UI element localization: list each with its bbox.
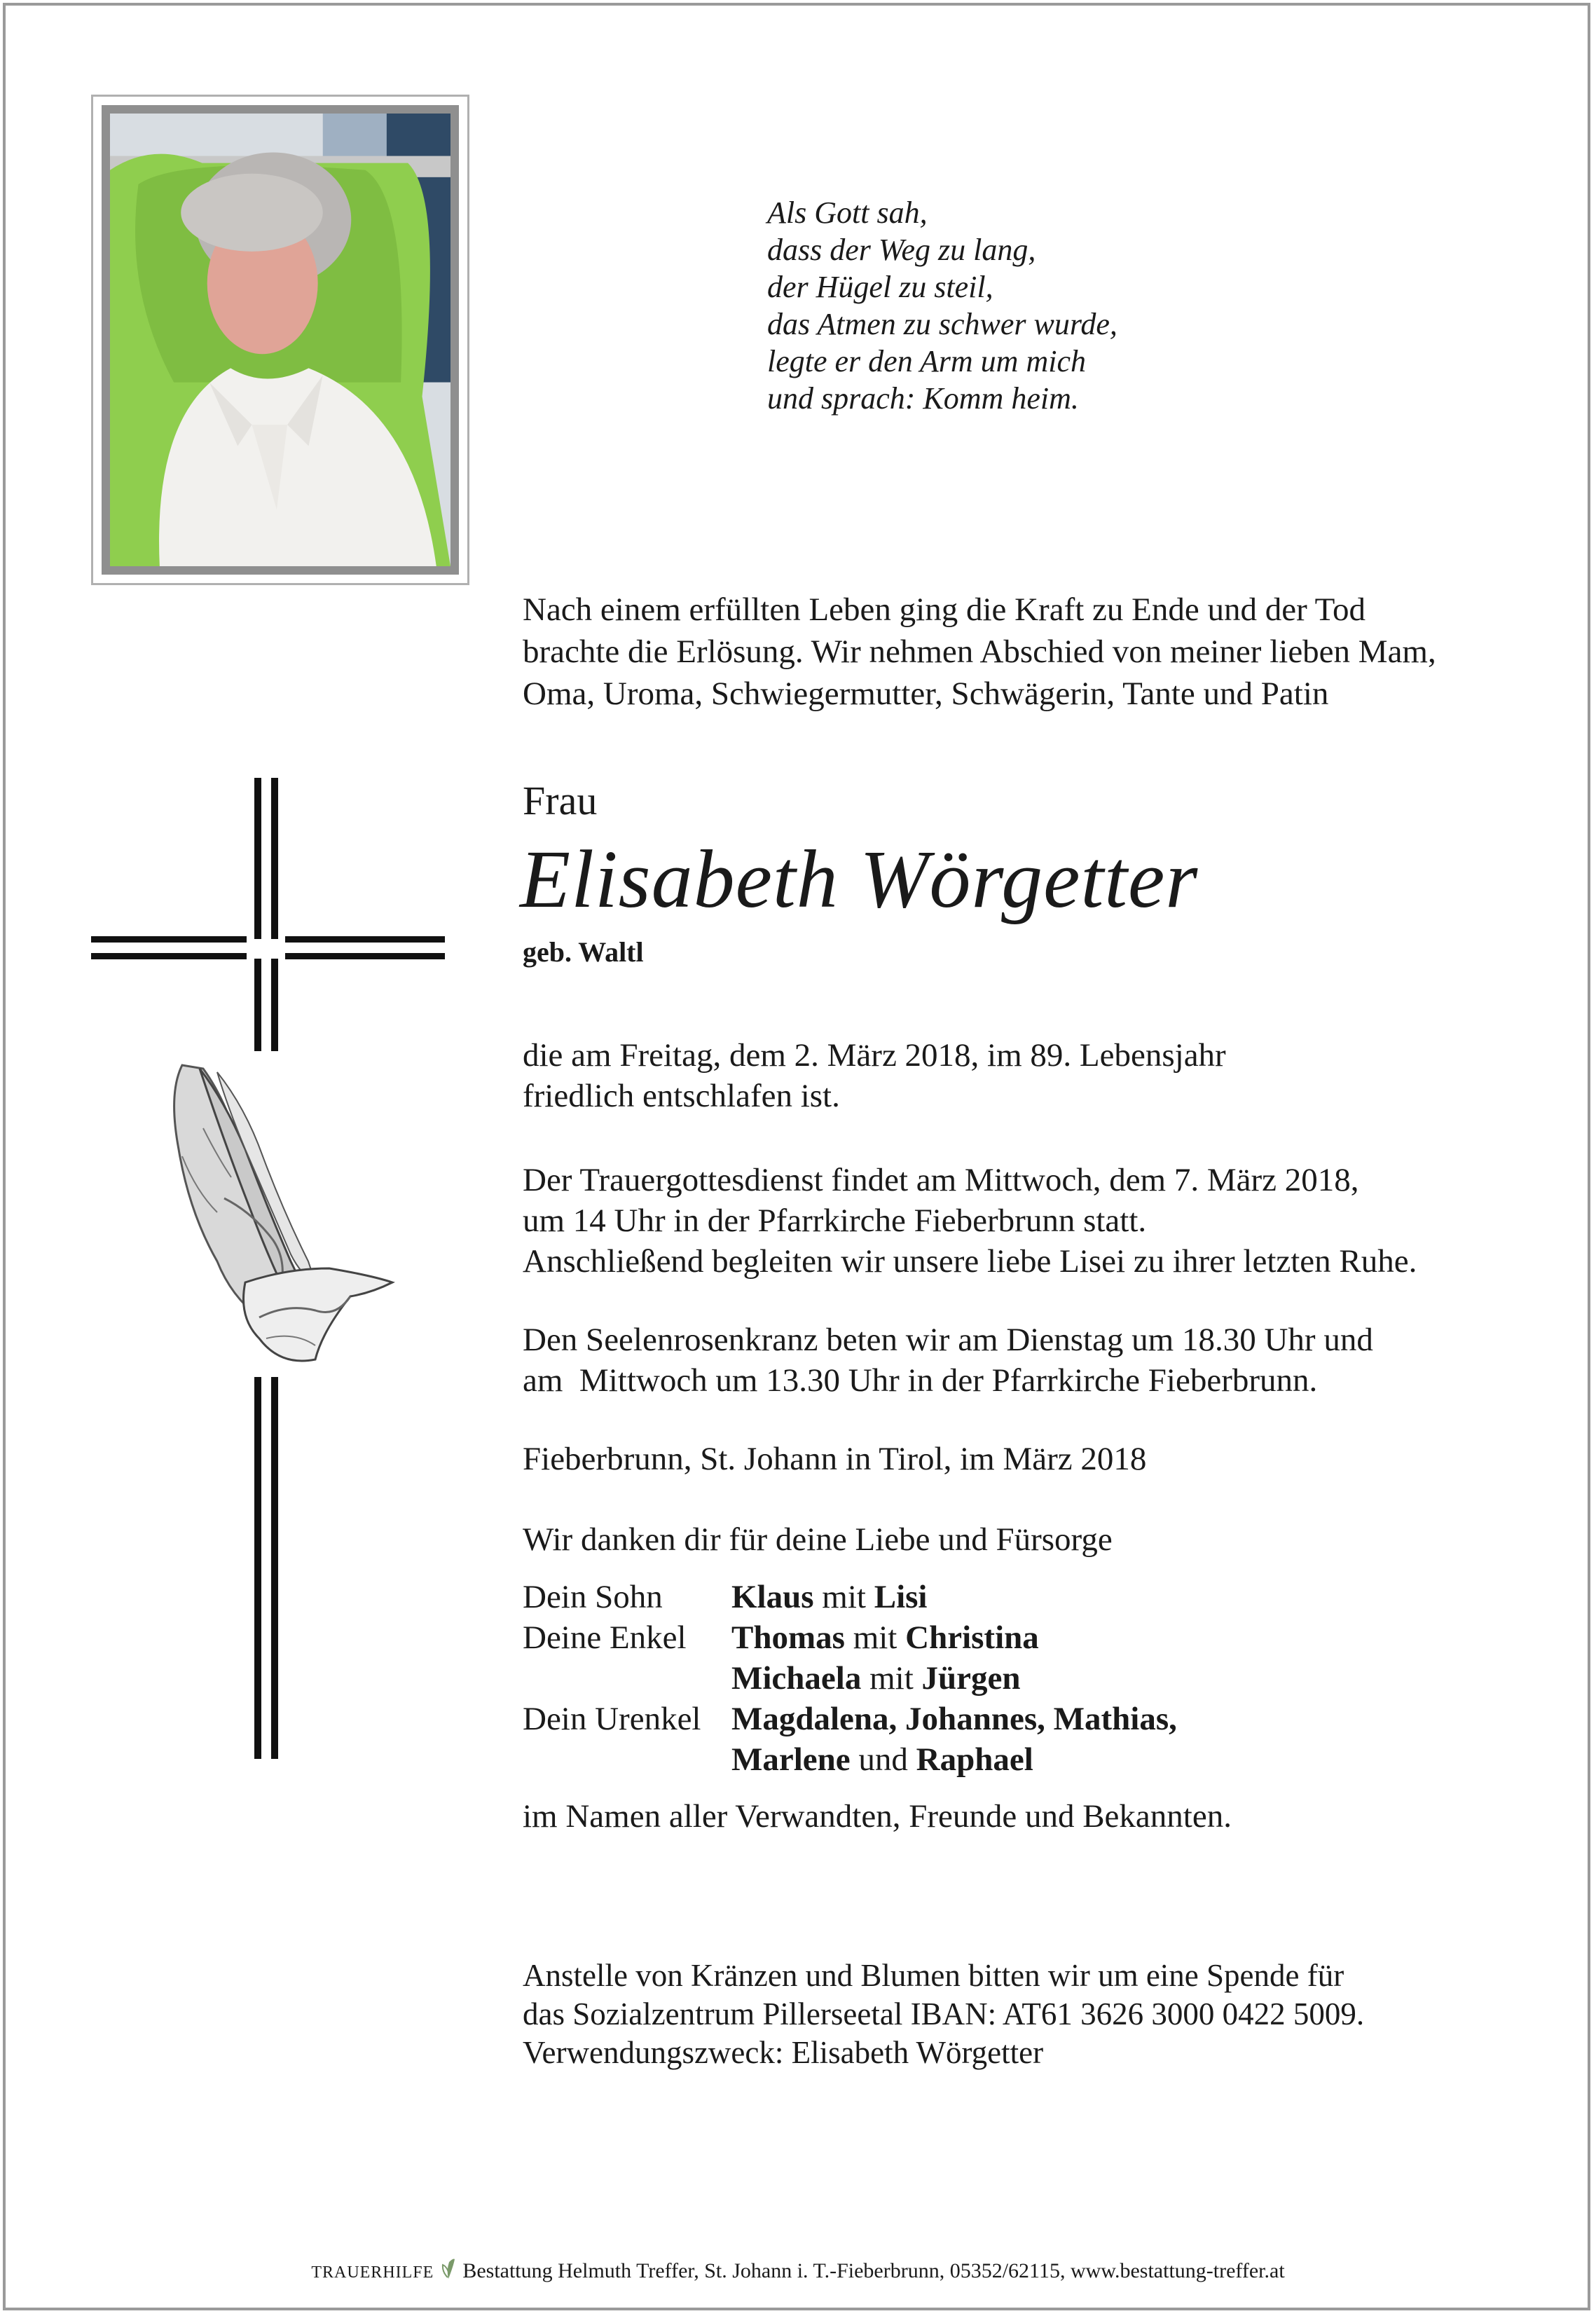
poem-line: dass der Weg zu lang, [767,233,1036,267]
poem-line: der Hügel zu steil, [767,270,993,304]
intro-line: Oma, Uroma, Schwiegermutter, Schwägerin, Tante und Patin [523,676,1329,712]
family-names [731,1577,928,1617]
rosary-line: Den Seelenrosenkranz beten wir am Dienstag um 18.30 Uhr und [523,1322,1373,1358]
family-relation: Dein Urenkel [523,1701,701,1737]
deceased-name: Elisabeth Wörgetter [520,833,1199,925]
family-member-name: Christina [905,1619,1039,1656]
family-relation: Dein Sohn [523,1579,663,1615]
donation-line: das Sozialzentrum Pillerseetal IBAN: AT61 3626 3000 0422 5009. [523,1996,1365,2031]
family-connector: und [850,1741,916,1778]
footer [0,2256,1596,2287]
footer-brand: TRAUERHILFE [311,2263,434,2282]
poem-line: Als Gott sah, [767,196,928,230]
intro-line: brachte die Erlösung. Wir nehmen Abschied von meiner lieben Mam, [523,633,1436,670]
family-names [731,1739,1033,1780]
place-date: Fieberbrunn, St. Johann in Tirol, im März 2018 [523,1441,1147,1477]
family-connector: mit [861,1660,922,1697]
salutation: Frau [523,778,598,823]
family-names [731,1617,1039,1658]
intro-line: Nach einem erfüllten Leben ging die Kraft zu Ende und der Tod [523,591,1366,628]
family-member-name: Thomas [731,1619,845,1656]
donation-line: Anstelle von Kränzen und Blumen bitten wir um eine Spende für [523,1958,1344,1993]
service-notice [523,1160,1417,1282]
rosary-notice [523,1320,1373,1401]
death-line: friedlich entschlafen ist. [523,1078,840,1114]
intro-text [523,589,1560,715]
family-names [731,1699,1177,1739]
closing-line: im Namen aller Verwandten, Freunde und Bekannten. [523,1798,1232,1835]
portrait-photo-frame [91,95,469,585]
family-relation: Deine Enkel [523,1619,687,1656]
praying-hands-icon [140,1051,399,1373]
footer-text: Bestattung Helmuth Treffer, St. Johann i. T.-Fieberbrunn, 05352/62115, www.bestattung-treffer.at [462,2259,1285,2282]
leaf-icon [439,2256,458,2280]
poem-line: legte er den Arm um mich [767,344,1086,378]
family-connector: mit [844,1619,906,1656]
family-member-name: Klaus [731,1579,814,1615]
poem-line: und sprach: Komm heim. [767,381,1079,416]
birth-name: geb. Waltl [523,936,644,968]
thanks-line: Wir danken dir für deine Liebe und Fürsorge [523,1521,1113,1558]
family-member-name: Jürgen [921,1660,1021,1697]
family-member-name: Magdalena, Johannes, Mathias, [731,1701,1177,1737]
poem-line: das Atmen zu schwer wurde, [767,307,1117,341]
family-member-name: Raphael [916,1741,1033,1778]
family-names [731,1658,1021,1699]
death-notice [523,1035,1226,1116]
service-line: Der Trauergottesdienst findet am Mittwoch, dem 7. März 2018, [523,1162,1359,1198]
service-line: Anschließend begleiten wir unsere liebe Lisei zu ihrer letzten Ruhe. [523,1243,1417,1280]
donation-line: Verwendungszweck: Elisabeth Wörgetter [523,2035,1044,2070]
family-member-name: Lisi [874,1579,928,1615]
family-member-name: Marlene [731,1741,851,1778]
service-line: um 14 Uhr in der Pfarrkirche Fieberbrunn statt. [523,1202,1147,1239]
poem [767,194,1117,417]
family-member-name: Michaela [731,1660,862,1697]
donation-note [523,1957,1364,2072]
rosary-line: am Mittwoch um 13.30 Uhr in der Pfarrkirche Fieberbrunn. [523,1362,1318,1399]
family-connector: mit [813,1579,874,1615]
portrait-photo [110,114,450,566]
death-line: die am Freitag, dem 2. März 2018, im 89. Lebensjahr [523,1037,1226,1074]
